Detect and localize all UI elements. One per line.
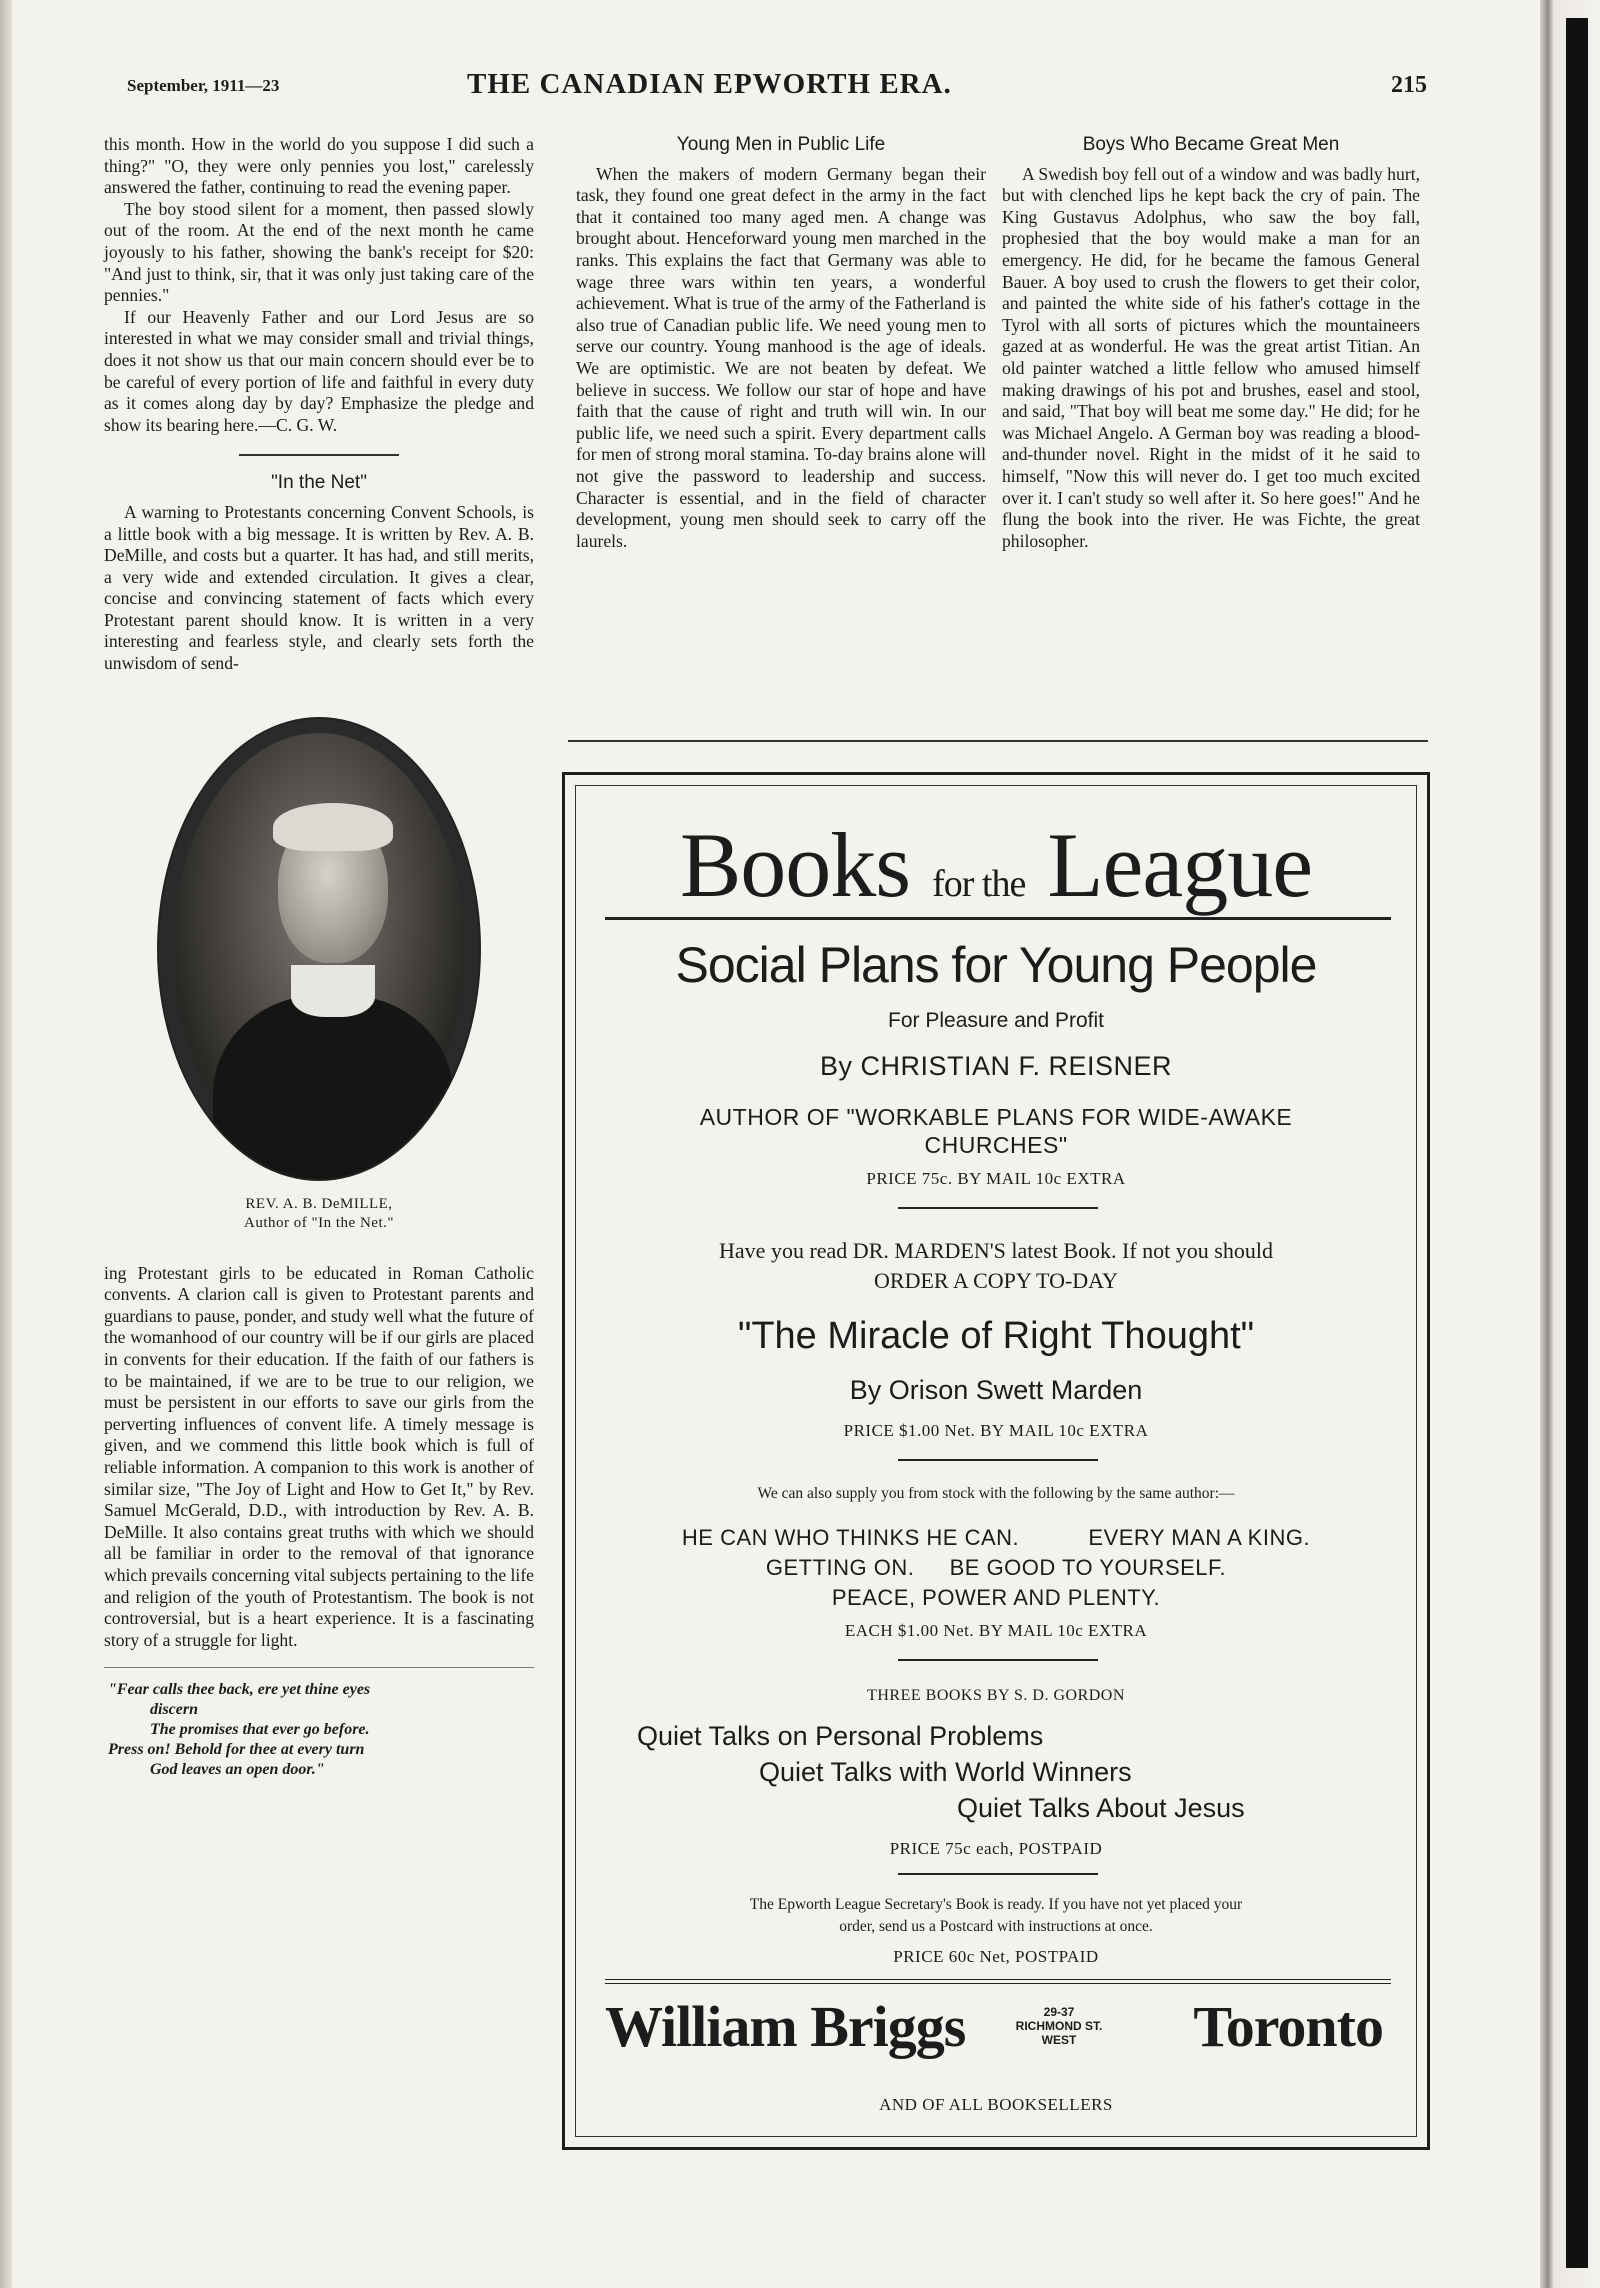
running-header <box>127 68 1427 108</box>
secretary-price: PRICE 60c Net, POSTPAID <box>893 1947 1099 1966</box>
gordon-title: Quiet Talks About Jesus <box>957 1793 1245 1823</box>
paragraph: ing Protestant girls to be educated in Roman Catholic convents. A clarion call is given to Protestant parents and guardians to pause, ponder, and study well what the future of the womanhood of our country will be if our girls are placed in convents for their education. If the faith of our fathers is to be maintained, if we are to be true to our religion, we must be persistent in our efforts to save our girls from the perverting influences of convent life. A timely message is given, and we commend this little book which is full of reliable information. A companion to this work is another of similar size, "The Joy of Light and How to Get It," by Rev. Samuel McGerald, D.D., with introduction by Rev. A. B. DeMille. It also contains great truths with which we should all be familiar in order to the removal of that ignorance which prevails concerning vital subjects pertaining to the life and religion of the youth of Protestantism. The book is not controversial, but is a heart experience. It is a fascinating story of a struggle for light. <box>104 1262 534 1650</box>
ad-rule <box>605 917 1391 920</box>
caption-name: REV. A. B. DeMILLE, <box>245 1195 393 1212</box>
page-number: 215 <box>1391 72 1427 98</box>
paragraph: The boy stood silent for a moment, then passed slowly out of the room. At the end of the next month he came joyously to his father, showing the bank's receipt for $20: "And just to think, sir, that it was only just taking care of the pennies." <box>104 198 534 306</box>
marden-titles-price: EACH $1.00 Net. BY MAIL 10c EXTRA <box>844 1621 1148 1640</box>
publisher-name: William Briggs <box>605 1994 966 2059</box>
headline-for-the: for the <box>932 863 1026 905</box>
ad-rule <box>898 1207 1098 1209</box>
supply-note: We can also supply you from stock with the following by the same author:— <box>757 1485 1235 1502</box>
address-line: RICHMOND ST. <box>1015 2019 1103 2033</box>
marden-title: GETTING ON. <box>765 1555 915 1580</box>
caption-credit: Author of "In the Net." <box>244 1214 394 1231</box>
book1-title: Social Plans for Young People <box>675 937 1317 993</box>
book1-price: PRICE 75c. BY MAIL 10c EXTRA <box>866 1169 1126 1188</box>
marden-title: HE CAN WHO THINKS HE CAN. <box>681 1525 1020 1550</box>
poem-line: "Fear calls thee back, ere yet thine eyes <box>108 1681 371 1699</box>
article-title-boys-great-men: Boys Who Became Great Men <box>1082 134 1340 155</box>
books-advertisement <box>562 772 1430 2150</box>
marden-prompt-line2: ORDER A COPY TO-DAY <box>874 1268 1118 1293</box>
poem-line: The promises that ever go before. <box>150 1721 370 1739</box>
portrait-caption <box>104 1195 534 1233</box>
article-title-young-men: Young Men in Public Life <box>676 134 886 155</box>
secretary-note-line1: The Epworth League Secretary's Book is ready. If you have not yet placed your <box>749 1896 1243 1913</box>
portrait-body <box>213 995 453 1181</box>
ad-rule <box>898 1659 1098 1661</box>
publisher-address <box>999 2005 1119 2047</box>
page-edge-right <box>1540 0 1600 2288</box>
booksellers-line: AND OF ALL BOOKSELLERS <box>879 2095 1113 2114</box>
article-title-in-the-net: "In the Net" <box>271 472 367 494</box>
page-gutter-left <box>0 0 12 2288</box>
ad-rule <box>898 1873 1098 1875</box>
closing-poem <box>104 1680 534 1780</box>
book2-price: PRICE $1.00 Net. BY MAIL 10c EXTRA <box>843 1421 1149 1440</box>
marden-title: BE GOOD TO YOURSELF. <box>949 1555 1227 1580</box>
separator-rule <box>239 454 399 456</box>
left-column <box>104 134 534 1780</box>
paragraph: A Swedish boy fell out of a window and was badly hurt, but with clenched lips he kept back the cry of pain. The King Gustavus Adolphus, who saw the boy fall, prophesied that the boy would make a man for an emergency. He did, for he became the famous General Bauer. A boy used to crush the flowers to get their color, and painted the white side of his father's cottage in the Tyrol with all sorts of pictures which the mountaineers gazed at as wonderful. He was the great artist Titian. An old painter watched a little fellow who amused himself making drawings of his pot and brushes, easel and stool, and said, "That boy will beat me some day." He did; for he was Michael Angelo. A German boy was reading a blood-and-thunder novel. Right in the midst of it he said to himself, "Now this will never do. I get too much excited over it. I can't study so well after it. So here goes!" And he flung the book into the river. He was Fichte, the great philosopher. <box>1002 163 1420 551</box>
gordon-title: Quiet Talks on Personal Problems <box>637 1721 1044 1751</box>
separator-rule <box>104 1667 534 1668</box>
book2-author: By Orison Swett Marden <box>849 1375 1143 1405</box>
paragraph: When the makers of modern Germany began their task, they found one great defect in the army in the fact that it contained too many aged men. A change was brought about. Henceforward young men marched in the ranks. This explains the fact that Germany was able to wage three wars within ten years, a wonderful achievement. What is true of the army of the Fatherland is also true of Canadian public life. We need young men to serve our country. Young manhood is the age of ideals. We are optimistic. We are not beaten by defeat. We believe in success. We follow our star of hope and have faith that the cause of right and truth will win. In our public life, we need such a spirit. Every department calls for men of strong moral stamina. To-day brains alone will not give the password to leadership and success. Character is essential, and in the field of character development, young men should seek to carry off the laurels. <box>576 163 986 551</box>
right-column <box>1002 134 1420 552</box>
portrait-hair <box>273 803 393 851</box>
paragraph: If our Heavenly Father and our Lord Jesus are so interested in what we may consider small and trivial things, does it not show us that our main concern should ever be to be careful of every portion of life and faithful in every duty as it comes along day by day? Emphasize the pledge and show its bearing here.—C. G. W. <box>104 306 534 435</box>
headline-books: Books <box>679 814 911 916</box>
poem-line: God leaves an open door." <box>150 1761 325 1779</box>
masthead: THE CANADIAN EPWORTH ERA. <box>467 68 952 100</box>
portrait-collar <box>291 965 375 1017</box>
binding-bar <box>1566 18 1588 2268</box>
magazine-page <box>12 0 1540 2288</box>
book1-subtitle: For Pleasure and Profit <box>888 1009 1104 1032</box>
gordon-title: Quiet Talks with World Winners <box>759 1757 1132 1787</box>
portrait-background <box>173 733 465 1165</box>
book1-author-of-line1: AUTHOR OF "WORKABLE PLANS FOR WIDE-AWAKE <box>699 1104 1293 1130</box>
portrait-figure <box>104 717 534 1233</box>
address-line: WEST <box>1041 2033 1077 2047</box>
marden-title: EVERY MAN A KING. <box>1088 1525 1311 1550</box>
gordon-heading: THREE BOOKS BY S. D. GORDON <box>867 1687 1125 1704</box>
marden-titles-row2 <box>565 1555 1427 1581</box>
paragraph: A warning to Protestants concerning Convent Schools, is a little book with a big message. It is written by Rev. A. B. DeMille, and costs but a quarter. It has had, and still merits, a very wide and extended circulation. It gives a clear, concise and convincing statement of facts which every Protestant parent should know. It is written in a very interesting and fearless style, and clearly sets forth the unwisdom of send- <box>104 501 534 674</box>
book2-title: "The Miracle of Right Thought" <box>737 1315 1255 1357</box>
book1-author: By CHRISTIAN F. REISNER <box>819 1051 1173 1081</box>
issue-date: September, 1911—23 <box>127 76 280 95</box>
book1-author-of-line2: CHURCHES" <box>924 1132 1068 1158</box>
column-divider-rule <box>568 740 1428 742</box>
publisher-block <box>565 1993 1427 2073</box>
publisher-city: Toronto <box>1193 1994 1383 2059</box>
marden-title: PEACE, POWER AND PLENTY. <box>831 1585 1161 1610</box>
ad-rule <box>898 1459 1098 1461</box>
marden-titles-row3 <box>565 1585 1427 1611</box>
marden-prompt-line1: Have you read DR. MARDEN'S latest Book. If not you should <box>719 1238 1273 1263</box>
ad-double-rule <box>605 1979 1391 1984</box>
headline-league: League <box>1047 814 1313 916</box>
marden-titles-row1 <box>565 1525 1427 1551</box>
portrait-photo <box>157 717 481 1181</box>
secretary-note-line2: order, send us a Postcard with instructions at once. <box>839 1918 1153 1935</box>
gordon-price: PRICE 75c each, POSTPAID <box>889 1839 1103 1858</box>
middle-column <box>576 134 986 552</box>
poem-line: Press on! Behold for thee at every turn <box>108 1741 365 1759</box>
poem-line: discern <box>150 1701 198 1719</box>
address-line: 29-37 <box>1043 2005 1075 2019</box>
paragraph: this month. How in the world do you suppose I did such a thing?" "O, they were only pennies you lost," carelessly answered the father, continuing to read the evening paper. <box>104 134 534 198</box>
